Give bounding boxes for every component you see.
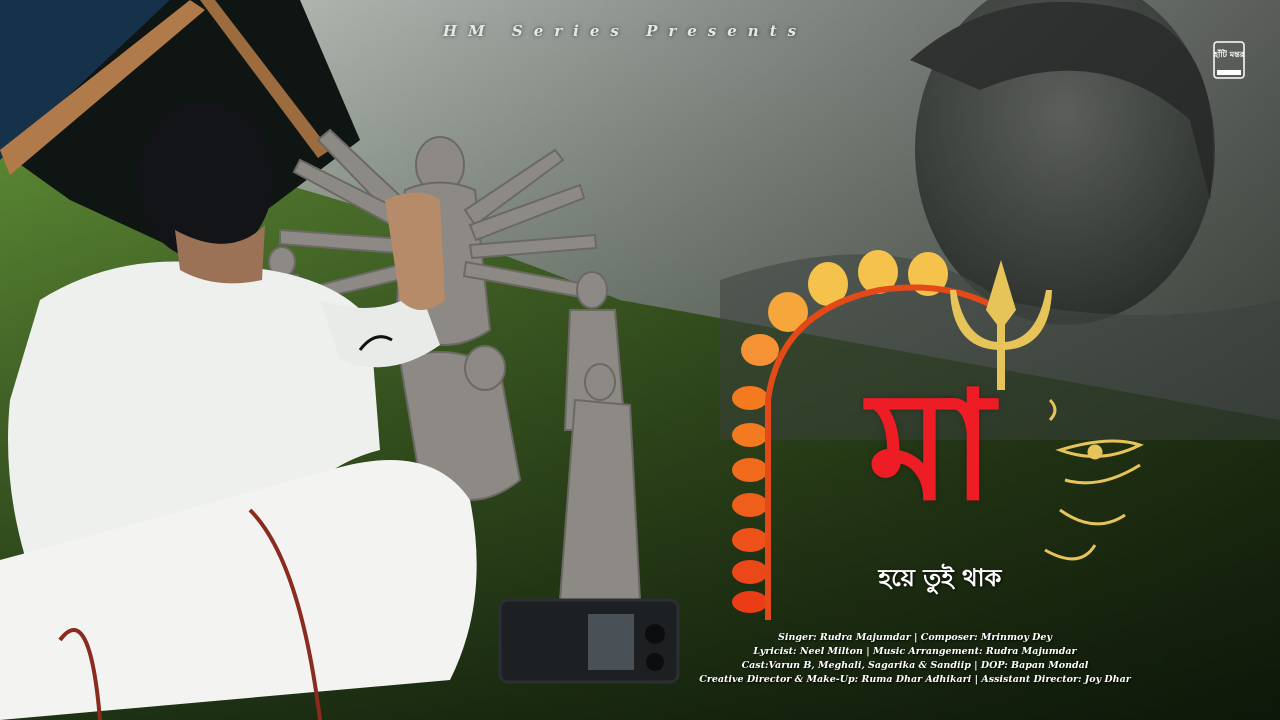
credit-line: Cast:Varun B, Meghali, Sagarika & Sandiip | DOP: Bapan Mondal [741,660,1089,671]
poster-title: মা [867,360,995,534]
credit-line: Singer: Rudra Majumdar | Composer: Mrinmoy Dey [778,632,1052,643]
studio-logo-icon [1212,38,1246,82]
radio [500,600,678,682]
poster-subtitle: হয়ে তুই থাক [878,564,1002,592]
studio-logo-text: হাঁটি মন্তর [1213,50,1245,59]
credit-line: Lyricist: Neel Milton | Music Arrangement: Rudra Majumdar [753,646,1077,657]
credits-block [690,631,1140,687]
presents-heading: HM Series Presents [442,22,808,40]
credit-line: Creative Director & Make-Up: Ruma Dhar Adhikari | Assistant Director: Joy Dhar [699,674,1131,685]
